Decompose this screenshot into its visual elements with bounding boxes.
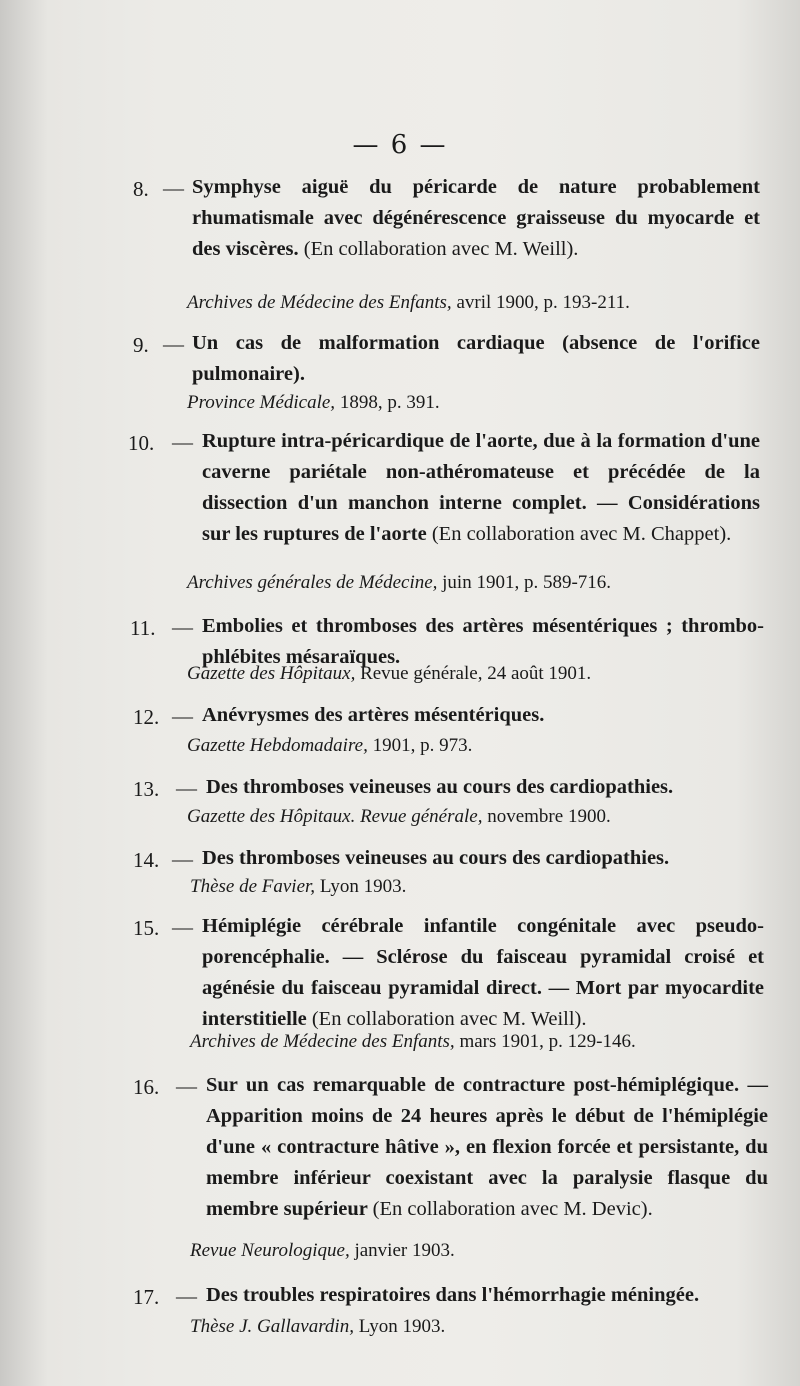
entry-title-block <box>206 772 766 803</box>
entry-collaboration: (En collaboration avec M. Weill). <box>311 1008 587 1030</box>
entry-source <box>190 1316 445 1338</box>
entry-dash: — <box>176 1284 197 1308</box>
source-journal: Province Médicale, <box>187 392 336 413</box>
entry-source <box>187 806 611 828</box>
entry-dash: — <box>176 1074 197 1098</box>
source-journal: Gazette Hebdomadaire, <box>187 735 368 756</box>
entry-title-block <box>206 1280 766 1311</box>
entry-dash: — <box>172 915 193 939</box>
entry-title: Anévrysmes des artères mésentériques. <box>202 704 545 726</box>
entry-source <box>190 1240 455 1262</box>
entry-dash: — <box>172 704 193 728</box>
entry-source <box>187 663 591 685</box>
entry-dash: — <box>172 847 193 871</box>
source-details: janvier 1903. <box>354 1240 455 1261</box>
entry-source <box>187 572 611 594</box>
entry-title-block <box>206 1070 768 1225</box>
entry-number: 10. <box>128 431 155 455</box>
entry-title: Embolies et thromboses des artères mésentériques ; thrombo-phlébites mésaraïques. <box>202 615 764 668</box>
entry-title-block <box>202 426 760 550</box>
source-details: 1898, p. 391. <box>339 392 440 413</box>
entry-source <box>187 292 630 314</box>
source-details: mars 1901, p. 129-146. <box>459 1031 636 1052</box>
source-details: Revue générale, 24 août 1901. <box>360 663 592 684</box>
source-details: novembre 1900. <box>487 806 611 827</box>
entry-title: Un cas de malformation cardiaque (absence de l'orifice pulmonaire). <box>192 332 760 385</box>
source-journal: Thèse J. Gallavardin, <box>190 1316 354 1337</box>
entry-source <box>187 392 440 414</box>
entry-title-block <box>192 328 760 390</box>
source-journal: Gazette des Hôpitaux. Revue générale, <box>187 806 483 827</box>
entry-number: 16. <box>133 1075 160 1099</box>
entry-title-block <box>202 843 762 874</box>
entry-dash: — <box>163 332 184 356</box>
source-journal: Revue Neurologique, <box>190 1240 350 1261</box>
entry-collaboration: (En collaboration avec M. Devic). <box>372 1198 653 1220</box>
entry-title: Des thromboses veineuses au cours des cardiopathies. <box>202 847 670 869</box>
source-details: Lyon 1903. <box>319 876 407 897</box>
source-journal: Thèse de Favier, <box>190 876 316 897</box>
source-details: juin 1901, p. 589-716. <box>442 572 612 593</box>
entry-collaboration: (En collaboration avec M. Chappet). <box>431 523 732 545</box>
entry-title-block <box>202 700 742 731</box>
entry-title: Des troubles respiratoires dans l'hémorrhagie méningée. <box>206 1284 700 1306</box>
source-journal: Archives de Médecine des Enfants, <box>190 1031 455 1052</box>
source-journal: Archives de Médecine des Enfants, <box>187 292 452 313</box>
entry-title: Hémiplégie cérébrale infantile congénitale avec pseudo-porencéphalie. — Sclérose du faisceau pyramidal croisé et agénésie du faisceau pyramidal direct. — Mort par myocardite interstitielle <box>202 915 764 1030</box>
entry-collaboration: (En collaboration avec M. Weill). <box>303 238 579 260</box>
entry-number: 11. <box>130 616 156 640</box>
entry-number: 9. <box>133 333 149 357</box>
source-details: 1901, p. 973. <box>372 735 473 756</box>
entry-title: Des thromboses veineuses au cours des cardiopathies. <box>206 776 674 798</box>
entry-number: 15. <box>133 916 160 940</box>
entry-dash: — <box>172 430 193 454</box>
entry-dash: — <box>176 776 197 800</box>
entry-number: 13. <box>133 777 160 801</box>
entry-title-block <box>192 172 760 265</box>
source-details: Lyon 1903. <box>358 1316 446 1337</box>
source-journal: Archives générales de Médecine, <box>187 572 438 593</box>
entry-source <box>190 876 406 898</box>
entry-title: Symphyse aiguë du péricarde de nature probablement rhumatismale avec dégénérescence graisseuse du myocarde et des viscères. <box>192 176 760 260</box>
entry-title: Rupture intra-péricardique de l'aorte, due à la formation d'une caverne pariétale non-athéromateuse et précédée de la dissection d'un manchon interne complet. — Considérations sur les ruptures de l'aorte <box>202 430 760 545</box>
entry-number: 17. <box>133 1285 160 1309</box>
source-details: avril 1900, p. 193-211. <box>456 292 630 313</box>
page-number: — 6 — <box>352 130 448 160</box>
entry-dash: — <box>163 176 184 200</box>
entry-number: 12. <box>133 705 160 729</box>
entry-title: Sur un cas remarquable de contracture post-hémiplégique. — Apparition moins de 24 heures après le début de l'hémiplégie d'une « contracture hâtive », en flexion forcée et persistante, du membre inférieur coexistant avec la paralysie flasque du membre supérieur <box>206 1074 768 1220</box>
entry-source <box>190 1031 636 1053</box>
entry-number: 14. <box>133 848 160 872</box>
source-journal: Gazette des Hôpitaux, <box>187 663 356 684</box>
entry-dash: — <box>172 615 193 639</box>
entry-source <box>187 735 472 757</box>
entry-title-block <box>202 911 764 1035</box>
entry-number: 8. <box>133 177 149 201</box>
